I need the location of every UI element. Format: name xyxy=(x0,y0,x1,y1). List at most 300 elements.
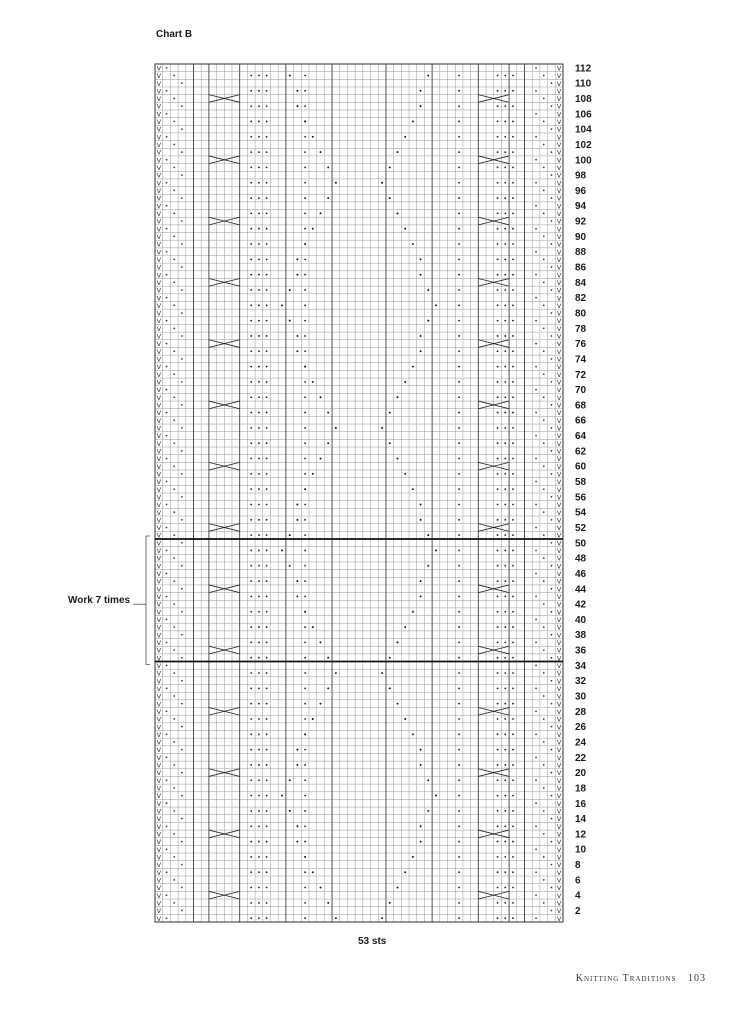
purl-dot xyxy=(166,550,168,552)
purl-dot xyxy=(250,335,252,337)
row-number-label: 108 xyxy=(575,93,592,105)
purl-dot xyxy=(535,733,537,735)
slip-stitch-symbol: V xyxy=(156,899,162,908)
purl-dot xyxy=(304,718,306,720)
slip-stitch-symbol: V xyxy=(156,432,162,441)
slip-stitch-symbol: V xyxy=(556,141,562,150)
purl-dot xyxy=(304,871,306,873)
slip-stitch-symbol: V xyxy=(556,654,562,663)
slip-stitch-symbol: V xyxy=(156,141,162,150)
purl-dot xyxy=(497,442,499,444)
purl-dot xyxy=(551,496,553,498)
purl-dot xyxy=(504,917,506,919)
lattice-dot xyxy=(397,703,399,705)
row-number-label: 48 xyxy=(575,553,587,565)
purl-dot xyxy=(250,304,252,306)
slip-stitch-symbol: V xyxy=(156,255,162,264)
purl-dot xyxy=(258,795,260,797)
purl-dot xyxy=(250,458,252,460)
lattice-dot xyxy=(281,304,283,306)
purl-dot xyxy=(535,90,537,92)
lattice-dot xyxy=(420,764,422,766)
purl-dot xyxy=(458,687,460,689)
purl-dot xyxy=(258,672,260,674)
purl-dot xyxy=(497,335,499,337)
purl-dot xyxy=(266,641,268,643)
slip-stitch-symbol: V xyxy=(556,907,562,916)
lattice-dot xyxy=(420,90,422,92)
purl-dot xyxy=(173,465,175,467)
slip-stitch-symbol: V xyxy=(156,447,162,456)
purl-dot xyxy=(504,412,506,414)
purl-dot xyxy=(266,565,268,567)
row-number-label: 62 xyxy=(575,446,587,458)
lattice-dot xyxy=(320,396,322,398)
purl-dot xyxy=(458,473,460,475)
slip-stitch-symbol: V xyxy=(556,799,562,808)
purl-dot xyxy=(173,810,175,812)
purl-dot xyxy=(543,258,545,260)
slip-stitch-symbol: V xyxy=(156,792,162,801)
purl-dot xyxy=(535,297,537,299)
slip-stitch-symbol: V xyxy=(556,815,562,824)
purl-dot xyxy=(543,580,545,582)
slip-stitch-symbol: V xyxy=(156,661,162,670)
row-number-label: 38 xyxy=(575,630,587,642)
slip-stitch-symbol: V xyxy=(156,393,162,402)
purl-dot xyxy=(543,534,545,536)
purl-dot xyxy=(250,550,252,552)
row-number-label: 110 xyxy=(575,78,592,90)
purl-dot xyxy=(535,481,537,483)
purl-dot xyxy=(512,151,514,153)
lattice-dot xyxy=(304,856,306,858)
slip-stitch-symbol: V xyxy=(556,286,562,295)
purl-dot xyxy=(535,871,537,873)
purl-dot xyxy=(535,458,537,460)
purl-dot xyxy=(173,350,175,352)
purl-dot xyxy=(497,672,499,674)
purl-dot xyxy=(504,779,506,781)
lattice-dot xyxy=(389,442,391,444)
purl-dot xyxy=(543,626,545,628)
purl-dot xyxy=(504,105,506,107)
purl-dot xyxy=(258,825,260,827)
slip-stitch-symbol: V xyxy=(156,845,162,854)
slip-stitch-symbol: V xyxy=(156,853,162,862)
row-number-label: 16 xyxy=(575,798,587,810)
slip-stitch-symbol: V xyxy=(556,232,562,241)
purl-dot xyxy=(266,90,268,92)
slip-stitch-symbol: V xyxy=(156,638,162,647)
slip-stitch-symbol: V xyxy=(556,539,562,548)
slip-stitch-symbol: V xyxy=(156,493,162,502)
purl-dot xyxy=(497,534,499,536)
purl-dot xyxy=(181,151,183,153)
purl-dot xyxy=(258,320,260,322)
purl-dot xyxy=(250,534,252,536)
purl-dot xyxy=(512,626,514,628)
purl-dot xyxy=(166,320,168,322)
lattice-dot xyxy=(420,825,422,827)
purl-dot xyxy=(258,856,260,858)
lattice-dot xyxy=(404,871,406,873)
slip-stitch-symbol: V xyxy=(556,347,562,356)
purl-dot xyxy=(250,917,252,919)
purl-dot xyxy=(266,611,268,613)
purl-dot xyxy=(504,626,506,628)
lattice-dot xyxy=(296,595,298,597)
purl-dot xyxy=(535,343,537,345)
slip-stitch-symbol: V xyxy=(156,110,162,119)
purl-dot xyxy=(173,419,175,421)
slip-stitch-symbol: V xyxy=(556,64,562,73)
slip-stitch-symbol: V xyxy=(556,148,562,157)
purl-dot xyxy=(304,473,306,475)
lattice-dot xyxy=(296,764,298,766)
purl-dot xyxy=(258,917,260,919)
slip-stitch-symbol: V xyxy=(156,769,162,778)
purl-dot xyxy=(266,703,268,705)
purl-dot xyxy=(535,274,537,276)
purl-dot xyxy=(173,98,175,100)
purl-dot xyxy=(304,902,306,904)
slip-stitch-symbol: V xyxy=(156,593,162,602)
purl-dot xyxy=(266,795,268,797)
slip-stitch-symbol: V xyxy=(556,317,562,326)
slip-stitch-symbol: V xyxy=(556,884,562,893)
purl-dot xyxy=(551,174,553,176)
purl-dot xyxy=(250,412,252,414)
slip-stitch-symbol: V xyxy=(556,340,562,349)
row-number-label: 112 xyxy=(575,63,592,75)
purl-dot xyxy=(458,718,460,720)
purl-dot xyxy=(512,289,514,291)
purl-dot xyxy=(166,67,168,69)
slip-stitch-symbol: V xyxy=(556,79,562,88)
purl-dot xyxy=(512,243,514,245)
purl-dot xyxy=(304,212,306,214)
purl-dot xyxy=(512,611,514,613)
slip-stitch-symbol: V xyxy=(156,907,162,916)
row-number-label: 22 xyxy=(575,752,587,764)
lattice-dot xyxy=(312,871,314,873)
slip-stitch-symbol: V xyxy=(556,409,562,418)
purl-dot xyxy=(512,779,514,781)
purl-dot xyxy=(497,473,499,475)
purl-dot xyxy=(458,672,460,674)
purl-dot xyxy=(304,672,306,674)
purl-dot xyxy=(250,703,252,705)
purl-dot xyxy=(258,519,260,521)
lattice-dot xyxy=(412,856,414,858)
slip-stitch-symbol: V xyxy=(556,776,562,785)
lattice-dot xyxy=(397,212,399,214)
purl-dot xyxy=(166,343,168,345)
purl-dot xyxy=(266,412,268,414)
purl-dot xyxy=(504,733,506,735)
purl-dot xyxy=(458,381,460,383)
purl-dot xyxy=(166,113,168,115)
purl-dot xyxy=(458,519,460,521)
purl-dot xyxy=(304,90,306,92)
lattice-dot xyxy=(389,687,391,689)
slip-stitch-symbol: V xyxy=(556,393,562,402)
purl-dot xyxy=(504,580,506,582)
lattice-dot xyxy=(304,611,306,613)
slip-stitch-symbol: V xyxy=(556,324,562,333)
slip-stitch-symbol: V xyxy=(156,462,162,471)
purl-dot xyxy=(250,488,252,490)
purl-dot xyxy=(266,381,268,383)
purl-dot xyxy=(250,228,252,230)
slip-stitch-symbol: V xyxy=(156,324,162,333)
purl-dot xyxy=(258,121,260,123)
row-number-label: 70 xyxy=(575,385,587,397)
purl-dot xyxy=(250,733,252,735)
slip-stitch-symbol: V xyxy=(156,815,162,824)
slip-stitch-symbol: V xyxy=(556,255,562,264)
purl-dot xyxy=(551,197,553,199)
purl-dot xyxy=(266,304,268,306)
purl-dot xyxy=(551,657,553,659)
slip-stitch-symbol: V xyxy=(156,524,162,533)
purl-dot xyxy=(458,366,460,368)
purl-dot xyxy=(551,818,553,820)
lattice-dot xyxy=(404,381,406,383)
lattice-dot xyxy=(320,151,322,153)
purl-dot xyxy=(258,504,260,506)
lattice-dot xyxy=(296,504,298,506)
purl-dot xyxy=(512,596,514,598)
purl-dot xyxy=(166,596,168,598)
purl-dot xyxy=(181,128,183,130)
row-number-label: 34 xyxy=(575,660,587,672)
purl-dot xyxy=(543,213,545,215)
slip-stitch-symbol: V xyxy=(556,416,562,425)
purl-dot xyxy=(258,289,260,291)
purl-dot xyxy=(173,764,175,766)
purl-dot xyxy=(173,190,175,192)
lattice-dot xyxy=(296,350,298,352)
purl-dot xyxy=(166,871,168,873)
purl-dot xyxy=(304,381,306,383)
slip-stitch-symbol: V xyxy=(556,355,562,364)
purl-dot xyxy=(250,841,252,843)
slip-stitch-symbol: V xyxy=(556,914,562,923)
purl-dot xyxy=(250,151,252,153)
purl-dot xyxy=(535,573,537,575)
slip-stitch-symbol: V xyxy=(156,531,162,540)
lattice-dot xyxy=(304,488,306,490)
purl-dot xyxy=(512,887,514,889)
purl-dot xyxy=(504,167,506,169)
slip-stitch-symbol: V xyxy=(556,455,562,464)
purl-dot xyxy=(512,795,514,797)
lattice-dot xyxy=(435,550,437,552)
purl-dot xyxy=(173,304,175,306)
slip-stitch-symbol: V xyxy=(156,723,162,732)
slip-stitch-symbol: V xyxy=(556,593,562,602)
purl-dot xyxy=(458,90,460,92)
purl-dot xyxy=(266,473,268,475)
slip-stitch-symbol: V xyxy=(556,746,562,755)
purl-dot xyxy=(181,312,183,314)
purl-dot xyxy=(304,105,306,107)
purl-dot xyxy=(258,258,260,260)
slip-stitch-symbol: V xyxy=(556,707,562,716)
purl-dot xyxy=(258,335,260,337)
stitch-count-label: 53 sts xyxy=(358,936,387,947)
lattice-dot xyxy=(296,90,298,92)
slip-stitch-symbol: V xyxy=(556,240,562,249)
slip-stitch-symbol: V xyxy=(556,845,562,854)
purl-dot xyxy=(304,320,306,322)
purl-dot xyxy=(504,90,506,92)
purl-dot xyxy=(551,473,553,475)
purl-dot xyxy=(535,320,537,322)
row-number-label: 88 xyxy=(575,247,587,259)
purl-dot xyxy=(512,182,514,184)
slip-stitch-symbol: V xyxy=(156,294,162,303)
slip-stitch-symbol: V xyxy=(156,554,162,563)
purl-dot xyxy=(250,136,252,138)
purl-dot xyxy=(250,596,252,598)
slip-stitch-symbol: V xyxy=(556,585,562,594)
purl-dot xyxy=(504,657,506,659)
purl-dot xyxy=(181,864,183,866)
lattice-dot xyxy=(289,810,291,812)
purl-dot xyxy=(458,75,460,77)
purl-dot xyxy=(551,519,553,521)
row-number-label: 36 xyxy=(575,645,587,657)
purl-dot xyxy=(258,687,260,689)
purl-dot xyxy=(250,197,252,199)
purl-dot xyxy=(535,136,537,138)
slip-stitch-symbol: V xyxy=(556,692,562,701)
lattice-dot xyxy=(320,641,322,643)
row-number-label: 58 xyxy=(575,477,587,489)
purl-dot xyxy=(535,389,537,391)
slip-stitch-symbol: V xyxy=(156,654,162,663)
lattice-dot xyxy=(412,488,414,490)
slip-stitch-symbol: V xyxy=(556,669,562,678)
purl-dot xyxy=(258,212,260,214)
purl-dot xyxy=(304,396,306,398)
purl-dot xyxy=(504,764,506,766)
purl-dot xyxy=(266,366,268,368)
purl-dot xyxy=(535,435,537,437)
purl-dot xyxy=(551,542,553,544)
page-footer xyxy=(576,973,706,984)
purl-dot xyxy=(497,519,499,521)
purl-dot xyxy=(504,274,506,276)
slip-stitch-symbol: V xyxy=(156,401,162,410)
purl-dot xyxy=(497,396,499,398)
slip-stitch-symbol: V xyxy=(556,194,562,203)
slip-stitch-symbol: V xyxy=(156,478,162,487)
slip-stitch-symbol: V xyxy=(156,807,162,816)
purl-dot xyxy=(250,718,252,720)
purl-dot xyxy=(458,703,460,705)
purl-dot xyxy=(543,488,545,490)
slip-stitch-symbol: V xyxy=(556,661,562,670)
purl-dot xyxy=(304,795,306,797)
purl-dot xyxy=(458,136,460,138)
purl-dot xyxy=(304,304,306,306)
purl-dot xyxy=(504,304,506,306)
row-number-label: 26 xyxy=(575,722,587,734)
slip-stitch-symbol: V xyxy=(556,784,562,793)
purl-dot xyxy=(551,220,553,222)
purl-dot xyxy=(250,366,252,368)
slip-stitch-symbol: V xyxy=(156,248,162,257)
purl-dot xyxy=(258,611,260,613)
purl-dot xyxy=(166,205,168,207)
purl-dot xyxy=(543,603,545,605)
purl-dot xyxy=(181,657,183,659)
purl-dot xyxy=(504,228,506,230)
slip-stitch-symbol: V xyxy=(556,470,562,479)
purl-dot xyxy=(458,151,460,153)
purl-dot xyxy=(543,98,545,100)
purl-dot xyxy=(458,228,460,230)
slip-stitch-symbol: V xyxy=(156,838,162,847)
lattice-dot xyxy=(389,412,391,414)
purl-dot xyxy=(166,228,168,230)
lattice-dot xyxy=(420,274,422,276)
purl-dot xyxy=(250,764,252,766)
purl-dot xyxy=(497,504,499,506)
row-number-label: 86 xyxy=(575,262,587,274)
slip-stitch-symbol: V xyxy=(556,623,562,632)
slip-stitch-symbol: V xyxy=(556,508,562,517)
slip-stitch-symbol: V xyxy=(156,608,162,617)
purl-dot xyxy=(504,871,506,873)
purl-dot xyxy=(258,488,260,490)
purl-dot xyxy=(543,764,545,766)
purl-dot xyxy=(458,304,460,306)
purl-dot xyxy=(504,182,506,184)
lattice-dot xyxy=(296,105,298,107)
purl-dot xyxy=(181,841,183,843)
purl-dot xyxy=(535,596,537,598)
slip-stitch-symbol: V xyxy=(556,278,562,287)
slip-stitch-symbol: V xyxy=(556,547,562,556)
purl-dot xyxy=(250,856,252,858)
purl-dot xyxy=(173,557,175,559)
purl-dot xyxy=(504,212,506,214)
purl-dot xyxy=(551,82,553,84)
purl-dot xyxy=(551,910,553,912)
slip-stitch-symbol: V xyxy=(556,378,562,387)
purl-dot xyxy=(258,534,260,536)
slip-stitch-symbol: V xyxy=(156,72,162,81)
purl-dot xyxy=(504,197,506,199)
slip-stitch-symbol: V xyxy=(556,72,562,81)
purl-dot xyxy=(266,902,268,904)
purl-dot xyxy=(535,366,537,368)
purl-dot xyxy=(497,75,499,77)
lattice-dot xyxy=(412,121,414,123)
purl-dot xyxy=(497,350,499,352)
slip-stitch-symbol: V xyxy=(556,753,562,762)
purl-dot xyxy=(543,810,545,812)
purl-dot xyxy=(504,121,506,123)
purl-dot xyxy=(258,657,260,659)
purl-dot xyxy=(258,136,260,138)
slip-stitch-symbol: V xyxy=(156,822,162,831)
